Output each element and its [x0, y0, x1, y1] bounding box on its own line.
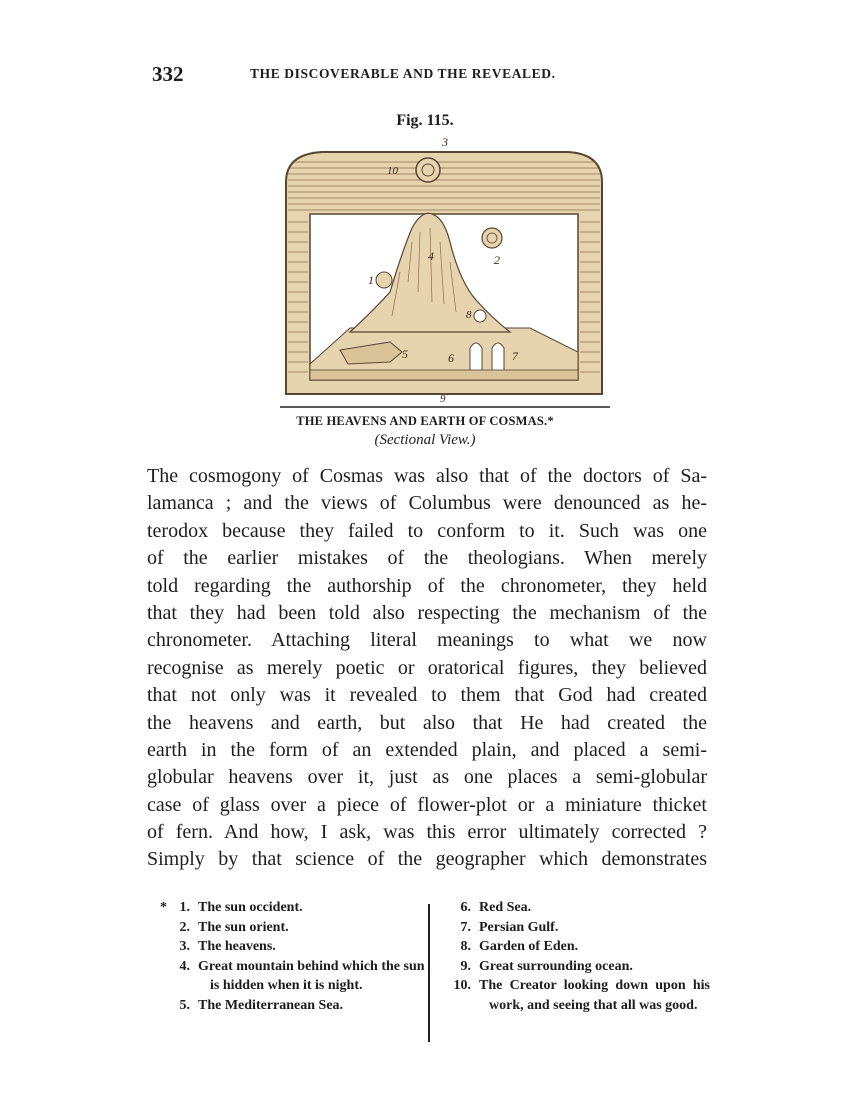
- body-paragraph: [147, 463, 707, 874]
- body-line: recognise as merely poetic or oratorical figures, they believed: [147, 656, 707, 679]
- figure-legend-footnote: [150, 898, 710, 1048]
- legend-item: [445, 898, 710, 918]
- figure-number-10: 10: [387, 165, 398, 177]
- body-line: The cosmogony of Cosmas was also that of the doctors of Sa-: [147, 465, 707, 487]
- legend-item: [150, 996, 425, 1016]
- red-sea: [470, 343, 482, 372]
- footnote-marker: *: [160, 900, 167, 915]
- body-line: earth in the form of an extended plain, and placed a semi-: [147, 738, 707, 761]
- cosmas-illustration: [280, 132, 610, 417]
- legend-number: 3.: [179, 939, 190, 954]
- legend-text: The Mediterranean Sea.: [198, 997, 344, 1013]
- figure-number-9: 9: [440, 393, 446, 405]
- figure-caption: THE HEAVENS AND EARTH OF COSMAS.*: [296, 414, 554, 428]
- legend-text: Garden of Eden.: [479, 939, 579, 954]
- body-line: terodox because they failed to conform to it. Such was one: [147, 519, 707, 542]
- body-line: chronometer. Attaching literal meanings to what we now: [147, 629, 707, 652]
- legend-item: [150, 898, 425, 918]
- running-header: [152, 60, 712, 90]
- legend-number: 2.: [179, 919, 190, 935]
- legend-item: [445, 976, 710, 1015]
- legend-text: The sun occident.: [198, 900, 303, 915]
- figure-label: Fig. 115.: [396, 112, 454, 129]
- figure-number-3: 3: [442, 135, 448, 149]
- body-line: of fern. And how, I ask, was this error ultimately corrected ?: [147, 821, 707, 844]
- legend-item: [445, 957, 710, 977]
- body-line: the heavens and earth, but also that He had created the: [147, 711, 707, 734]
- figure-number-2: 2: [494, 253, 500, 267]
- running-head-title: THE DISCOVERABLE AND THE REVEALED.: [250, 66, 556, 81]
- legend-left-column: [150, 898, 425, 1015]
- surrounding-ocean: [310, 370, 578, 380]
- legend-text: Great surrounding ocean.: [479, 958, 633, 974]
- figure-number-5: 5: [402, 347, 408, 361]
- body-line: lamanca ; and the views of Columbus were denounced as he-: [147, 492, 707, 515]
- body-line: that they had been told also respecting the mechanism of the: [147, 601, 707, 624]
- legend-number: 9.: [460, 958, 471, 974]
- legend-text: Persian Gulf.: [479, 919, 559, 935]
- legend-number: 1.: [179, 900, 190, 915]
- cosmas-figure: [280, 132, 610, 417]
- figure-number-7: 7: [512, 349, 518, 363]
- body-line: globular heavens over it, just as one places a semi-globular: [147, 766, 707, 789]
- garden-of-eden: [474, 310, 486, 322]
- legend-right-column: [445, 898, 710, 1015]
- persian-gulf: [492, 343, 504, 372]
- creator-figure: [416, 158, 440, 182]
- body-line: Simply by that science of the geographer which demonstrates: [147, 848, 707, 871]
- legend-text: Great mountain behind which the sun is hidden when it is night.: [198, 958, 425, 993]
- sun-orient: [482, 228, 502, 248]
- figure-number-8: 8: [466, 309, 472, 321]
- legend-item: [150, 937, 425, 957]
- figure-subcaption: (Sectional View.): [374, 432, 476, 448]
- legend-item: [445, 937, 710, 957]
- legend-item: [150, 957, 425, 996]
- legend-text: The Creator looking down upon his work, and seeing that all was good.: [479, 978, 710, 1013]
- legend-item: [445, 918, 710, 938]
- legend-number: 10.: [453, 978, 471, 993]
- body-line: told regarding the authorship of the chronometer, they held: [147, 574, 707, 597]
- figure-number-1: 1: [368, 273, 374, 287]
- legend-text: The sun orient.: [198, 919, 289, 935]
- legend-item: [150, 918, 425, 938]
- legend-divider: [428, 904, 430, 1042]
- legend-number: 5.: [179, 997, 190, 1013]
- page-number: 332: [152, 62, 184, 86]
- body-line: that not only was it revealed to them that God had created: [147, 684, 707, 707]
- legend-text: Red Sea.: [479, 900, 532, 915]
- body-line: of the earlier mistakes of the theologians. When merely: [147, 547, 707, 570]
- legend-number: 6.: [460, 900, 471, 915]
- legend-number: 8.: [460, 939, 471, 954]
- sun-occident: [376, 272, 392, 288]
- figure-number-6: 6: [448, 351, 454, 365]
- figure-number-4: 4: [428, 249, 434, 263]
- legend-number: 4.: [179, 958, 190, 974]
- body-line: case of glass over a piece of flower-plot or a miniature thicket: [147, 793, 707, 816]
- legend-text: The heavens.: [198, 939, 276, 954]
- legend-number: 7.: [460, 919, 471, 935]
